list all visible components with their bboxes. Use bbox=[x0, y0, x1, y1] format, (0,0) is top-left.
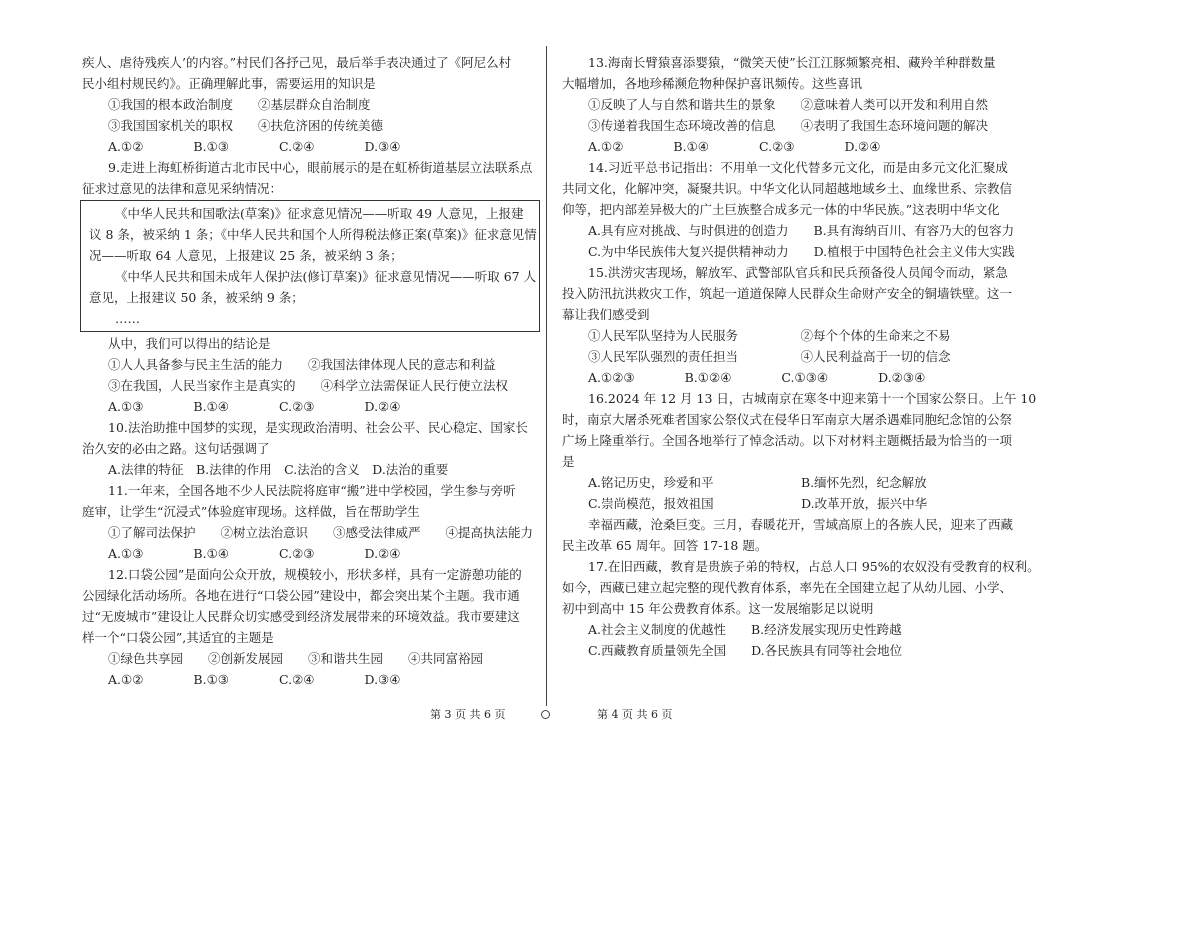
text-line: 从中，我们可以得出的结论是 bbox=[108, 336, 271, 351]
question-15: 15.洪涝灾害现场，解放军、武警部队官兵和民兵预备役人员闻令而动，紧急 bbox=[588, 265, 1008, 280]
question-13: 13.海南长臂猿喜添婴猿，“微笑天使”长江江豚频繁亮相、藏羚羊种群数量 bbox=[588, 55, 996, 70]
choice-row: A.①②③ B.①②④ C.①③④ D.②③④ bbox=[588, 370, 926, 385]
text-line: 过“无废城市”建设让人民群众切实感受到经济发展带来的环境效益。我市要建这 bbox=[82, 609, 520, 624]
material-intro: 幸福西藏，沧桑巨变。三月，春暖花开，雪域高原上的各族人民，迎来了西藏 bbox=[588, 517, 1014, 532]
text-line: 大幅增加，各地珍稀濒危物种保护喜讯频传。这些喜讯 bbox=[562, 76, 863, 91]
option-row: A.铭记历史，珍爱和平 B.缅怀先烈，纪念解放 bbox=[588, 475, 927, 490]
option-row: C.崇尚模范，报效祖国 D.改革开放，振兴中华 bbox=[588, 496, 928, 511]
option-row: ①绿色共享园 ②创新发展园 ③和谐共生园 ④共同富裕园 bbox=[108, 651, 484, 666]
choice-row: A.①③ B.①④ C.②③ D.②④ bbox=[108, 546, 401, 561]
box-line: 《中华人民共和国歌法(草案)》征求意见情况——听取 49 人意见，上报建 bbox=[115, 206, 524, 221]
option-row: ①我国的根本政治制度 ②基层群众自治制度 bbox=[108, 97, 371, 112]
text-line: 共同文化，化解冲突，凝聚共识。中华文化认同超越地域乡土、血缘世系、宗教信 bbox=[562, 181, 1013, 196]
choice-row: A.①② B.①③ C.②④ D.③④ bbox=[108, 672, 401, 687]
box-line: 况——听取 64 人意见，上报建议 25 条，被采纳 3 条； bbox=[89, 248, 403, 263]
text-line: 初中到高中 15 年公费教育体系。这一发展缩影足以说明 bbox=[562, 601, 874, 616]
text-line: 如今，西藏已建立起完整的现代教育体系，率先在全国建立起了从幼儿园、小学、 bbox=[562, 580, 1013, 595]
choice-row: A.法律的特征 B.法律的作用 C.法治的含义 D.法治的重要 bbox=[108, 462, 449, 477]
question-12: 12.口袋公园”是面向公众开放，规模较小，形状多样，具有一定游憩功能的 bbox=[108, 567, 522, 582]
text-line: 是 bbox=[562, 454, 575, 469]
choice-row: A.①② B.①③ C.②④ D.③④ bbox=[108, 139, 401, 154]
box-line: …… bbox=[115, 311, 140, 326]
question-17: 17.在旧西藏，教育是贵族子弟的特权，占总人口 95%的农奴没有受教育的权利。 bbox=[588, 559, 1040, 574]
text-line: 征求过意见的法律和意见采纳情况： bbox=[82, 181, 283, 196]
page-number-left: 第 3 页 共 6 页 bbox=[430, 708, 506, 721]
option-row: ①了解司法保护 ②树立法治意识 ③感受法律威严 ④提高执法能力 bbox=[108, 525, 534, 540]
text-line: 样一个“口袋公园”,其适宜的主题是 bbox=[82, 630, 274, 645]
column-divider bbox=[546, 46, 547, 706]
option-row: ①人人具备参与民主生活的能力 ②我国法律体现人民的意志和利益 bbox=[108, 357, 496, 372]
box-line: 议 8 条，被采纳 1 条；《中华人民共和国个人所得税法修正案(草案)》征求意见情 bbox=[89, 227, 537, 242]
question-16: 16.2024 年 12 月 13 日，古城南京在寒冬中迎来第十一个国家公祭日。上午 10 bbox=[588, 391, 1037, 406]
option-row: C.西藏教育质量领先全国 D.各民族具有同等社会地位 bbox=[588, 643, 903, 658]
binding-circle-icon bbox=[541, 710, 550, 719]
page-number-right: 第 4 页 共 6 页 bbox=[597, 708, 673, 721]
question-10: 10.法治助推中国梦的实现，是实现政治清明、社会公平、民心稳定、国家长 bbox=[108, 420, 528, 435]
text-line: 庭审，让学生“沉浸式”体验庭审现场。这样做，旨在帮助学生 bbox=[82, 504, 420, 519]
option-row: A.具有应对挑战、与时俱进的创造力 B.具有海纳百川、有容乃大的包容力 bbox=[588, 223, 1015, 238]
box-line: 《中华人民共和国未成年人保护法(修订草案)》征求意见情况——听取 67 人 bbox=[115, 269, 537, 284]
text-line: 广场上隆重举行。全国各地举行了悼念活动。以下对材料主题概括最为恰当的一项 bbox=[562, 433, 1013, 448]
option-row: ③人民军队强烈的责任担当 ④人民利益高于一切的信念 bbox=[588, 349, 951, 364]
question-9: 9.走进上海虹桥街道古北市民中心，眼前展示的是在虹桥街道基层立法联系点 bbox=[108, 160, 533, 175]
material-box bbox=[80, 200, 540, 332]
question-14: 14.习近平总书记指出：不用单一文化代替多元文化，而是由多元文化汇聚成 bbox=[588, 160, 1008, 175]
text-line: 民主改革 65 周年。回答 17-18 题。 bbox=[562, 538, 768, 553]
text-line: 时，南京大屠杀死难者国家公祭仪式在侵华日军南京大屠杀遇难同胞纪念馆的公祭 bbox=[562, 412, 1013, 427]
text-line: 疾人、虐待残疾人’的内容。”村民们各抒己见，最后举手表决通过了《阿尼么村 bbox=[82, 55, 512, 70]
question-11: 11.一年来，全国各地不少人民法院将庭审“搬”进中学校园，学生参与旁听 bbox=[108, 483, 516, 498]
choice-row: A.①② B.①④ C.②③ D.②④ bbox=[588, 139, 881, 154]
option-row: C.为中华民族伟大复兴提供精神动力 D.植根于中国特色社会主义伟大实践 bbox=[588, 244, 1015, 259]
option-row: ③在我国，人民当家作主是真实的 ④科学立法需保证人民行使立法权 bbox=[108, 378, 509, 393]
text-line: 投入防汛抗洪救灾工作，筑起一道道保障人民群众生命财产安全的铜墙铁壁。这一 bbox=[562, 286, 1013, 301]
box-line: 意见，上报建议 50 条，被采纳 9 条； bbox=[89, 290, 304, 305]
option-row: ③我国国家机关的职权 ④扶危济困的传统美德 bbox=[108, 118, 384, 133]
option-row: ③传递着我国生态环境改善的信息 ④表明了我国生态环境问题的解决 bbox=[588, 118, 989, 133]
text-line: 治久安的必由之路。这句话强调了 bbox=[82, 441, 270, 456]
text-line: 公园绿化活动场所。各地在进行“口袋公园”建设中，都会突出某个主题。我市通 bbox=[82, 588, 520, 603]
left-column bbox=[82, 52, 540, 690]
right-column bbox=[562, 52, 1040, 661]
option-row: ①人民军队坚持为人民服务 ②每个个体的生命来之不易 bbox=[588, 328, 951, 343]
text-line: 仰等，把内部差异极大的广土巨族整合成多元一体的中华民族。”这表明中华文化 bbox=[562, 202, 1000, 217]
choice-row: A.①③ B.①④ C.②③ D.②④ bbox=[108, 399, 401, 414]
option-row: A.社会主义制度的优越性 B.经济发展实现历史性跨越 bbox=[588, 622, 902, 637]
text-line: 民小组村规民约》。正确理解此事，需要运用的知识是 bbox=[82, 76, 376, 91]
text-line: 幕让我们感受到 bbox=[562, 307, 650, 322]
option-row: ①反映了人与自然和谐共生的景象 ②意味着人类可以开发和利用自然 bbox=[588, 97, 989, 112]
